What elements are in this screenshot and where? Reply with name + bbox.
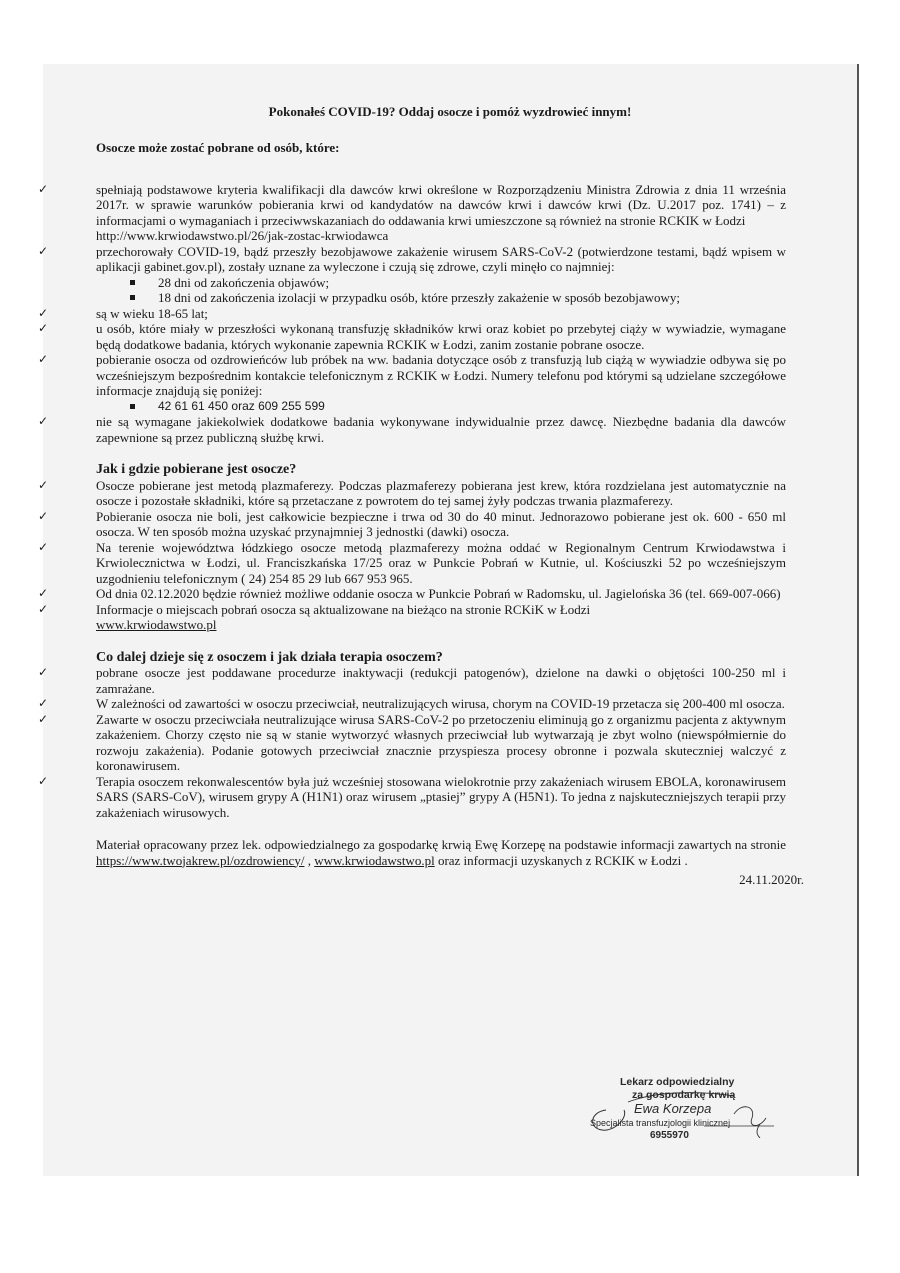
checkmark-icon: ✓ — [37, 711, 49, 726]
checkmark-icon: ✓ — [37, 601, 49, 616]
item-text: 42 61 61 450 oraz 609 255 599 — [158, 398, 325, 413]
square-bullet-icon — [130, 404, 135, 409]
stamp-line-1: Lekarz odpowiedzialny — [620, 1076, 735, 1088]
list-item — [37, 477, 786, 509]
list-item — [37, 352, 786, 399]
checkmark-icon: ✓ — [37, 508, 49, 523]
footer-text: Materiał opracowany przez lek. odpowiedzialnego za gospodarkę krwią Ewę Korzepę na podstawie informacji zawartych na stronie — [96, 837, 786, 852]
item-text: Na terenie województwa łódzkiego osocze metodą plazmaferezy można oddać w Regionalnym Centrum Krwiodawstwa i Krwiolecznictwa w Łodzi, ul. Franciszkańska 17/25 oraz w Punkcie Pobrań w Kutnie, ul. Kościuszki 52 po wcześniejszym uzgodnieniu telefonicznym ( 24) 254 85 29 lub 667 953 965. — [96, 539, 786, 586]
document-date: 24.11.2020r. — [739, 872, 804, 887]
checkmark-icon: ✓ — [37, 539, 49, 554]
item-text: Od dnia 02.12.2020 będzie również możliwe oddanie osocza w Punkcie Pobrań w Radomsku, ul. Jagielońska 36 (tel. 669-007-066) — [96, 586, 781, 601]
item-text: Informacje o miejscach pobrań osocza są aktualizowane na bieżąco na stronie RCKiK w Łodzi — [96, 601, 591, 617]
list-item — [37, 711, 786, 774]
item-text: spełniają podstawowe kryteria kwalifikacji dla dawców krwi określone w Rozporządzeniu Ministra Zdrowia z dnia 11 września 2017r. w sprawie warunków pobierania krwi od kandydatów na dawców krwi i dawców krwi (Dz. U.2017 poz. 1741) – z informacjami o wymaganiach i przeciwwskazaniach do oddawania krwi umieszczone są również na stronie RCKIK w Łodzi — [96, 181, 786, 228]
item-text: Pobieranie osocza nie boli, jest całkowicie bezpieczne i trwa od 30 do 40 minut. Jednorazowo pobierane jest ok. 600 - 650 ml osocza. W ten sposób można uzyskać przynajmniej 3 jednostki (dawki) osocza. — [96, 508, 786, 539]
item-text: 28 dni od zakończenia objawów; — [158, 274, 330, 290]
item-text: są w wieku 18-65 lat; — [96, 305, 208, 321]
list-item — [37, 539, 786, 587]
checkmark-icon: ✓ — [37, 181, 49, 196]
checkmark-icon: ✓ — [37, 243, 49, 258]
list-item — [37, 414, 786, 445]
section-heading-therapy: Co dalej dzieje się z osoczem i jak działa terapia osoczem? — [96, 649, 443, 665]
krwiodawstwo-footer-link[interactable]: www.krwiodawstwo.pl — [314, 852, 435, 868]
sub-list-item — [156, 290, 786, 306]
sub-list-item — [156, 275, 786, 291]
list-item — [37, 696, 786, 712]
item-text: nie są wymagane jakiekolwiek dodatkowe badania wykonywane indywidualnie przez dawcę. Niezbędne badania dla dawców zapewnione są przez publiczną służbę krwi. — [96, 414, 786, 445]
section-heading-how: Jak i gdzie pobierane jest osocze? — [96, 462, 297, 477]
list-item — [37, 305, 786, 322]
item-text: pobrane osocze jest poddawane procedurze inaktywacji (redukcji patogenów), dzielone na dawki o objętości 100-250 ml i zamrażane. — [96, 665, 786, 696]
item-text: przechorowały COVID-19, bądź przeszły bezobjawowe zakażenie wirusem SARS-CoV-2 (potwierdzone testami, bądź wpisem w aplikacji gabinet.gov.pl), zostały uznane za wyleczone i czują się zdrowe, czyli minęło co najmniej: — [96, 243, 786, 274]
checkmark-icon: ✓ — [37, 352, 49, 366]
stamp-line-2: za gospodarkę krwią — [632, 1089, 736, 1101]
footer-separator: , — [304, 852, 315, 868]
page-title: Pokonałeś COVID-19? Oddaj osocze i pomóż wyzdrowieć innym! — [268, 104, 632, 119]
list-item — [37, 665, 786, 696]
item-text: W zależności od zawartości w osoczu przeciwciał, neutralizujących wirusa, chorym na COVID-19 przetacza się 200-400 ml osocza. — [96, 696, 785, 711]
footer-text-end: oraz informacji uzyskanych z RCKIK w Łodzi . — [437, 852, 688, 868]
item-text: Osocze pobierane jest metodą plazmaferezy. Podczas plazmaferezy pobierana jest krew, która rozdzielana jest automatycznie na osocze i pozostałe składniki, które są przetaczane z powrotem do tej samej żyły podczas trwania plazmaferezy. — [96, 477, 786, 508]
list-item — [37, 586, 786, 602]
stamp-name: Ewa Korzepa — [634, 1101, 712, 1116]
list-item — [37, 181, 786, 244]
checkmark-icon: ✓ — [37, 586, 49, 600]
item-text: pobieranie osocza od ozdrowieńców lub próbek na ww. badania dotyczące osób z transfuzją lub ciążą w wywiadzie odbywa się po wcześniejszym bezpośrednim kontakcie telefonicznym z RCKIK w Łodzi. Numery telefonu pod którymi są udzielane szczegółowe informacje znajdują się poniżej: — [96, 352, 786, 398]
stamp-number: 6955970 — [650, 1130, 689, 1141]
stamp-line-3: Specjalista transfuzjologii klinicznej — [590, 1118, 731, 1128]
checkmark-icon: ✓ — [37, 321, 49, 335]
item-text: u osób, które miały w przeszłości wykonaną transfuzję składników krwi oraz kobiet po przebytej ciąży w wywiadzie, wymagane będą dodatkowe badania, których wykonanie zapewnia RCKIK w Łodzi, zanim zostanie pobrane osocze. — [96, 321, 786, 352]
document-body — [37, 140, 804, 888]
list-item — [37, 243, 786, 275]
list-item — [37, 773, 786, 821]
doctor-stamp — [588, 1076, 788, 1141]
item-text: Zawarte w osoczu przeciwciała neutralizujące wirusa SARS-CoV-2 po przetoczeniu eliminują go z organizmu pacjenta z aktywnym zakażeniem. Chorzy często nie są w stanie wytworzyć własnych przeciwciał lub wytwarzają je zbyt wolno (niewspółmiernie do rozwoju zakażenia). Podanie gotowych przeciwciał znacznie przyspiesza procesy obronne i pozwala skuteczniej walczyć z koronawirusem. — [96, 711, 786, 773]
footer-paragraph — [96, 837, 786, 868]
krwiodawstwo-link[interactable]: http://www.krwiodawstwo.pl/26/jak-zostac-krwiodawca — [96, 228, 389, 243]
checkmark-icon: ✓ — [37, 696, 49, 710]
phone-numbers — [156, 399, 786, 415]
section-heading-donors: Osocze może zostać pobrane od osób, które: — [96, 140, 340, 155]
list-item — [37, 601, 786, 633]
item-text: Terapia osoczem rekonwalescentów była już wcześniej stosowana wielokrotnie przy zakażeniach wirusem EBOLA, koronawirusem SARS (SARS-CoV), wirusem grypy A (H1N1) oraz wirusem „ptasiej” grypy A (H5N1). To jedna z najskuteczniejszych terapii przy zakażeniach wirusowych. — [96, 773, 786, 820]
krwiodawstwo-link[interactable]: www.krwiodawstwo.pl — [96, 617, 217, 632]
checkmark-icon: ✓ — [37, 305, 49, 320]
checkmark-icon: ✓ — [37, 477, 49, 492]
list-item — [37, 508, 786, 540]
checkmark-icon: ✓ — [37, 414, 49, 428]
checkmark-icon: ✓ — [37, 665, 49, 679]
list-item — [37, 321, 786, 352]
item-text: 18 dni od zakończenia izolacji w przypadku osób, które przeszły zakażenie w sposób bezobjawowy; — [158, 290, 680, 305]
square-bullet-icon — [130, 295, 135, 300]
twojakrew-link[interactable]: https://www.twojakrew.pl/ozdrowiency/ — [96, 852, 305, 868]
checkmark-icon: ✓ — [37, 773, 49, 788]
square-bullet-icon — [130, 280, 135, 285]
